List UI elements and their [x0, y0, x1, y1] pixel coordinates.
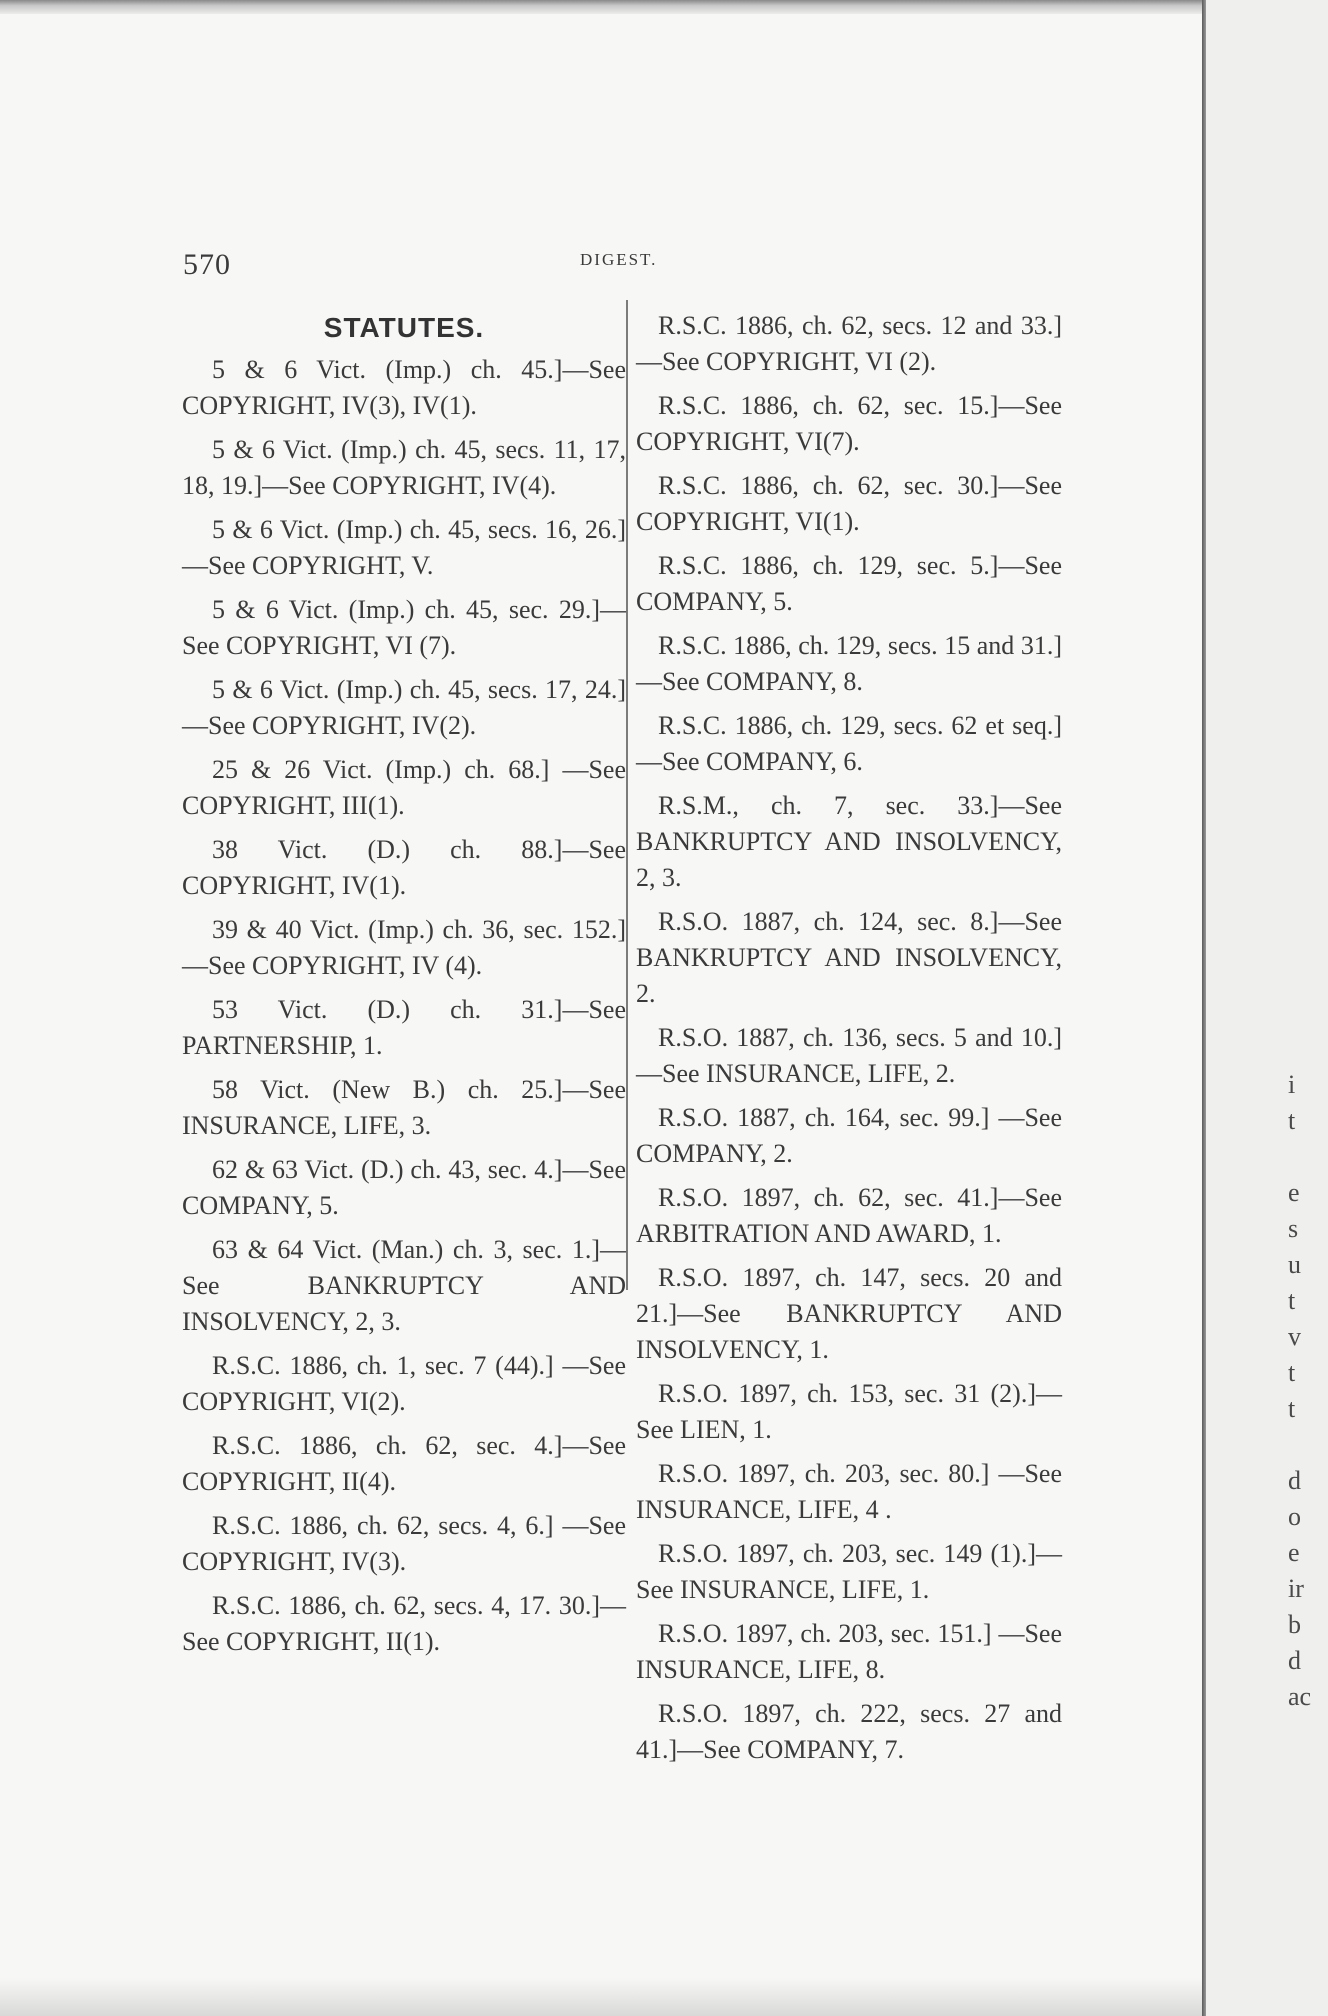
digest-entry: R.S.C. 1886, ch. 62, secs. 12 and 33.]—See COPYRIGHT, VI (2). [636, 311, 1062, 376]
digest-entry: 58 Vict. (New B.) ch. 25.]—See INSURANCE, LIFE, 3. [182, 1075, 626, 1140]
digest-entry: 5 & 6 Vict. (Imp.) ch. 45, secs. 17, 24.]—See COPYRIGHT, IV(2). [182, 675, 626, 740]
digest-entry: R.S.C. 1886, ch. 62, sec. 30.]—See COPYRIGHT, VI(1). [636, 471, 1062, 536]
scan-top-edge [0, 0, 1328, 14]
section-heading: STATUTES. [323, 312, 485, 343]
digest-entry: R.S.C. 1886, ch. 62, secs. 4, 17. 30.]—See COPYRIGHT, II(1). [182, 1591, 626, 1656]
digest-entry: R.S.C. 1886, ch. 129, secs. 62 et seq.]—See COMPANY, 6. [636, 711, 1062, 776]
left-column [182, 308, 626, 1668]
margin-fragment [1288, 1430, 1328, 1466]
digest-entry: R.S.C. 1886, ch. 129, secs. 15 and 31.]—See COMPANY, 8. [636, 631, 1062, 696]
right-column [636, 308, 1062, 1776]
digest-entry: R.S.O. 1887, ch. 164, sec. 99.] —See COMPANY, 2. [636, 1103, 1062, 1168]
digest-entry: 25 & 26 Vict. (Imp.) ch. 68.] —See COPYRIGHT, III(1). [182, 755, 626, 820]
digest-entry: R.S.C. 1886, ch. 62, sec. 15.]—See COPYRIGHT, VI(7). [636, 391, 1062, 456]
margin-fragment: ac [1288, 1682, 1312, 1711]
margin-fragment: d [1288, 1466, 1301, 1495]
margin-fragment: u [1288, 1250, 1301, 1279]
bottom-shadow [0, 1978, 1202, 2016]
digest-entry: R.S.O. 1897, ch. 203, sec. 149 (1).]—See INSURANCE, LIFE, 1. [636, 1539, 1062, 1604]
digest-entry: 62 & 63 Vict. (D.) ch. 43, sec. 4.]—See COMPANY, 5. [182, 1155, 626, 1220]
digest-entry: 63 & 64 Vict. (Man.) ch. 3, sec. 1.]—See BANKRUPTCY AND INSOLVENCY, 2, 3. [182, 1235, 626, 1336]
margin-fragment: s [1288, 1214, 1299, 1243]
margin-fragment: v [1288, 1322, 1301, 1351]
margin-fragment: t [1288, 1106, 1296, 1135]
digest-entry: R.S.C. 1886, ch. 129, sec. 5.]—See COMPANY, 5. [636, 551, 1062, 616]
margin-fragment: d [1288, 1646, 1301, 1675]
digest-entry: 5 & 6 Vict. (Imp.) ch. 45, secs. 11, 17, 18, 19.]—See COPYRIGHT, IV(4). [182, 435, 626, 500]
margin-fragment: ir [1288, 1574, 1304, 1603]
margin-fragment: i [1288, 1070, 1296, 1099]
digest-entry: 5 & 6 Vict. (Imp.) ch. 45.]—See COPYRIGHT, IV(3), IV(1). [182, 355, 626, 420]
digest-entry: R.S.O. 1897, ch. 203, sec. 151.] —See INSURANCE, LIFE, 8. [636, 1619, 1062, 1684]
margin-fragment [1288, 1142, 1328, 1178]
margin-fragment: b [1288, 1610, 1301, 1639]
digest-entry: 38 Vict. (D.) ch. 88.]—See COPYRIGHT, IV(1). [182, 835, 626, 900]
margin-fragment: t [1288, 1358, 1296, 1387]
digest-entry: R.S.O. 1897, ch. 203, sec. 80.] —See INSURANCE, LIFE, 4 . [636, 1459, 1062, 1524]
digest-entry: R.S.M., ch. 7, sec. 33.]—See BANKRUPTCY AND INSOLVENCY, 2, 3. [636, 791, 1062, 892]
digest-entry: 5 & 6 Vict. (Imp.) ch. 45, sec. 29.]—See COPYRIGHT, VI (7). [182, 595, 626, 660]
digest-entry: R.S.C. 1886, ch. 1, sec. 7 (44).] —See COPYRIGHT, VI(2). [182, 1351, 626, 1416]
digest-entry: 5 & 6 Vict. (Imp.) ch. 45, secs. 16, 26.]—See COPYRIGHT, V. [182, 515, 626, 580]
digest-entry: R.S.O. 1897, ch. 153, sec. 31 (2).]—See LIEN, 1. [636, 1379, 1062, 1444]
digest-entry: 53 Vict. (D.) ch. 31.]—See PARTNERSHIP, 1. [182, 995, 626, 1060]
page-number: 570 [183, 248, 231, 281]
digest-entry: R.S.C. 1886, ch. 62, sec. 4.]—See COPYRIGHT, II(4). [182, 1431, 626, 1496]
digest-entry: R.S.C. 1886, ch. 62, secs. 4, 6.] —See COPYRIGHT, IV(3). [182, 1511, 626, 1576]
margin-fragment: t [1288, 1394, 1296, 1423]
column-rule [626, 300, 628, 1290]
running-head: DIGEST. [580, 250, 658, 269]
digest-entry: R.S.O. 1887, ch. 136, secs. 5 and 10.]—See INSURANCE, LIFE, 2. [636, 1023, 1062, 1088]
digest-entry: R.S.O. 1897, ch. 222, secs. 27 and 41.]—See COMPANY, 7. [636, 1699, 1062, 1764]
margin-fragment: e [1288, 1178, 1300, 1207]
digest-entry: 39 & 40 Vict. (Imp.) ch. 36, sec. 152.]—See COPYRIGHT, IV (4). [182, 915, 626, 980]
margin-fragment: e [1288, 1538, 1300, 1567]
digest-entry: R.S.O. 1887, ch. 124, sec. 8.]—See BANKRUPTCY AND INSOLVENCY, 2. [636, 907, 1062, 1008]
margin-fragment: t [1288, 1286, 1296, 1315]
facing-page-fragments [1288, 1070, 1328, 1718]
margin-fragment: o [1288, 1502, 1301, 1531]
digest-entry: R.S.O. 1897, ch. 147, secs. 20 and 21.]—See BANKRUPTCY AND INSOLVENCY, 1. [636, 1263, 1062, 1364]
digest-entry: R.S.O. 1897, ch. 62, sec. 41.]—See ARBITRATION AND AWARD, 1. [636, 1183, 1062, 1248]
